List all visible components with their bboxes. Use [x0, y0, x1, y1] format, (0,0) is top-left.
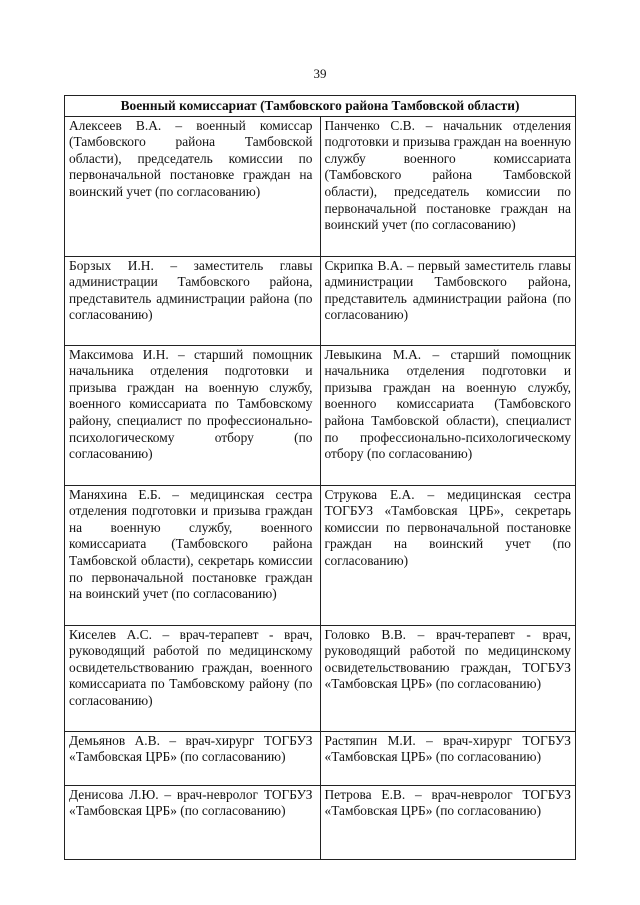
primary-member-cell: Демьянов А.В. – врач-хирург ТОГБУЗ «Тамбовская ЦРБ» (по согласованию): [65, 731, 321, 785]
table-header-row: [65, 96, 576, 117]
reserve-member-cell: Панченко С.В. – начальник отделения подготовки и призыва граждан на военную службу военного комиссариата (Тамбовского района Тамбовской области), председатель комиссии по первоначальной постановке граждан на воинский учет (по согласованию): [320, 116, 576, 256]
primary-member-cell: Маняхина Е.Б. – медицинская сестра отделения подготовки и призыва граждан на военную службу, военного комиссариата (Тамбовского района Тамбовской области), секретарь комиссии по первоначальной постановке граждан на воинский учет (по согласованию): [65, 485, 321, 625]
table-row: [65, 785, 576, 859]
reserve-member-cell: Петрова Е.В. – врач-невролог ТОГБУЗ «Тамбовская ЦРБ» (по согласованию): [320, 785, 576, 859]
reserve-member-cell: Головко В.В. – врач-терапевт - врач, руководящий работой по медицинскому освидетельствованию граждан, ТОГБУЗ «Тамбовская ЦРБ» (по согласованию): [320, 625, 576, 731]
table-row: [65, 256, 576, 345]
table-row: [65, 731, 576, 785]
reserve-member-cell: Скрипка В.А. – первый заместитель главы администрации Тамбовского района, представитель администрации района (по согласованию): [320, 256, 576, 345]
primary-member-cell: Борзых И.Н. – заместитель главы администрации Тамбовского района, представитель администрации района (по согласованию): [65, 256, 321, 345]
primary-member-cell: Киселев А.С. – врач-терапевт - врач, руководящий работой по медицинскому освидетельствованию граждан, военного комиссариата по Тамбовскому району (по согласованию): [65, 625, 321, 731]
primary-member-cell: Алексеев В.А. – военный комиссар (Тамбовского района Тамбовской области), председатель комиссии по первоначальной постановке граждан на воинский учет (по согласованию): [65, 116, 321, 256]
table-row: [65, 116, 576, 256]
table-row: [65, 485, 576, 625]
reserve-member-cell: Левыкина М.А. – старший помощник начальника отделения подготовки и призыва граждан на военную службу, военного комиссариата (Тамбовского района Тамбовской области), специалист по профессионально-психологическому отбору (по согласованию): [320, 345, 576, 485]
table-header: Военный комиссариат (Тамбовского района Тамбовской области): [65, 96, 576, 117]
table-row: [65, 625, 576, 731]
table-row: [65, 345, 576, 485]
page-number: 39: [313, 66, 327, 81]
reserve-member-cell: Струкова Е.А. – медицинская сестра ТОГБУЗ «Тамбовская ЦРБ», секретарь комиссии по первоначальной постановке граждан на воинский учет (по согласованию): [320, 485, 576, 625]
primary-member-cell: Денисова Л.Ю. – врач-невролог ТОГБУЗ «Тамбовская ЦРБ» (по согласованию): [65, 785, 321, 859]
primary-member-cell: Максимова И.Н. – старший помощник начальника отделения подготовки и призыва граждан на военную службу, военного комиссариата по Тамбовскому району, специалист по профессионально-психологическому отбору (по согласованию): [65, 345, 321, 485]
commission-table: [64, 95, 576, 860]
reserve-member-cell: Растяпин М.И. – врач-хирург ТОГБУЗ «Тамбовская ЦРБ» (по согласованию): [320, 731, 576, 785]
